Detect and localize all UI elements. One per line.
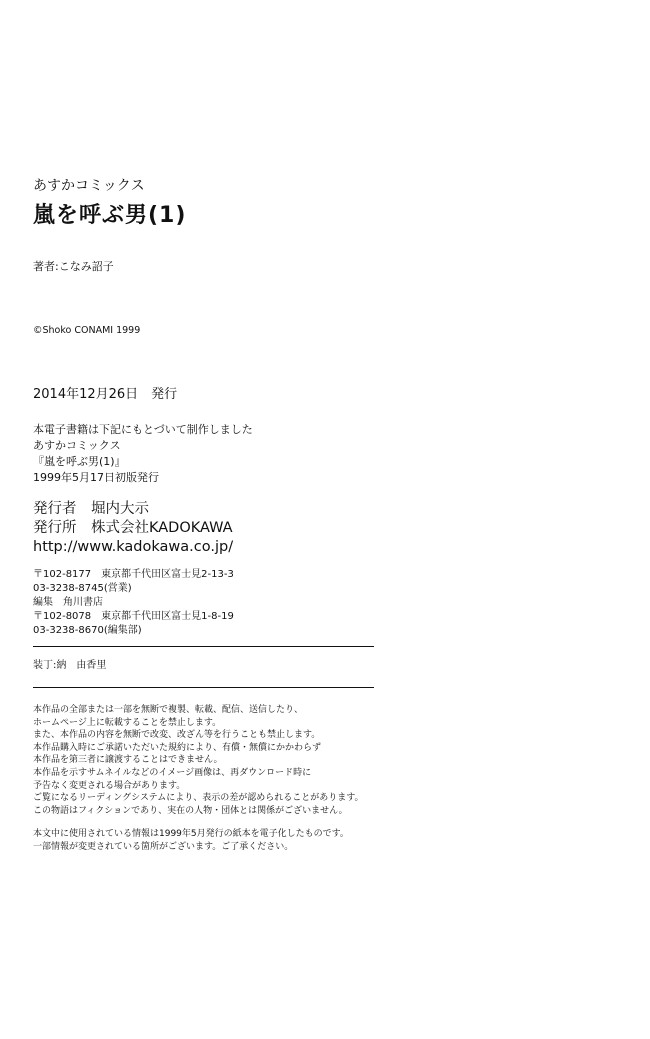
address-line: 編集 角川書店 xyxy=(33,597,103,608)
publisher-url: http://www.kadokawa.co.jp/ xyxy=(33,539,234,555)
notice-line: この物語はフィクションであり、実在の人物・団体とは関係がございません。 xyxy=(33,805,348,816)
notice-line: 予告なく変更される場合があります。 xyxy=(33,780,186,791)
notice-line: 本作品の全部または一部を無断で複製、転載、配信、送信したり、 xyxy=(33,705,304,715)
notice-line: ホームページ上に転載することを禁止します。 xyxy=(33,717,222,728)
address-line: 03-3238-8745(営業) xyxy=(33,583,132,594)
edition-line: あすかコミックス xyxy=(33,439,121,452)
edition-line: 1999年5月17日初版発行 xyxy=(33,471,159,484)
legal-notice xyxy=(33,704,363,817)
notice-line: 本作品を示すサムネイルなどのイメージ画像は、再ダウンロード時に xyxy=(33,767,312,778)
imprint-label: あすかコミックス xyxy=(33,178,145,194)
edition-line: 本電子書籍は下記にもとづいて制作しました xyxy=(33,423,253,436)
notice-line: 本作品購入時にご承諾いただいた規約により、有償・無償にかかわらず xyxy=(33,742,322,753)
divider-bottom xyxy=(33,687,374,688)
footer-line: 一部情報が変更されている箇所がございます。ご了承ください。 xyxy=(33,842,294,852)
book-title: 嵐を呼ぶ男(1) xyxy=(33,203,187,228)
publisher-block xyxy=(33,500,233,557)
address-line: 〒102-8177 東京都千代田区富士見2-13-3 xyxy=(33,569,234,580)
notice-line: また、本作品の内容を無断で改変、改ざん等を行うことも禁止します。 xyxy=(33,730,321,741)
digitization-note xyxy=(33,828,349,854)
address-line: 〒102-8078 東京都千代田区富士見1-8-19 xyxy=(33,611,234,622)
address-block xyxy=(33,568,234,638)
edition-line: 『嵐を呼ぶ男(1)』 xyxy=(33,455,126,468)
divider-top xyxy=(33,646,374,647)
notice-line: 本作品を第三者に譲渡することはできません。 xyxy=(33,755,223,766)
design-credit: 装丁:納 由香里 xyxy=(33,660,107,671)
publishing-company: 発行所 株式会社KADOKAWA xyxy=(33,520,233,536)
address-line: 03-3238-8670(編集部) xyxy=(33,625,142,636)
edition-block xyxy=(33,422,253,486)
footer-line: 本文中に使用されている情報は1999年5月発行の紙本を電子化したものです。 xyxy=(33,829,349,839)
notice-line: ご覧になるリーディングシステムにより、表示の差が認められることがあります。 xyxy=(33,793,364,804)
copyright-notice: ©Shoko CONAMI 1999 xyxy=(33,325,141,336)
publisher-name: 発行者 堀内大示 xyxy=(33,501,149,517)
author-line: 著者:こなみ詔子 xyxy=(33,260,114,273)
issue-date: 2014年12月26日 発行 xyxy=(33,387,178,402)
